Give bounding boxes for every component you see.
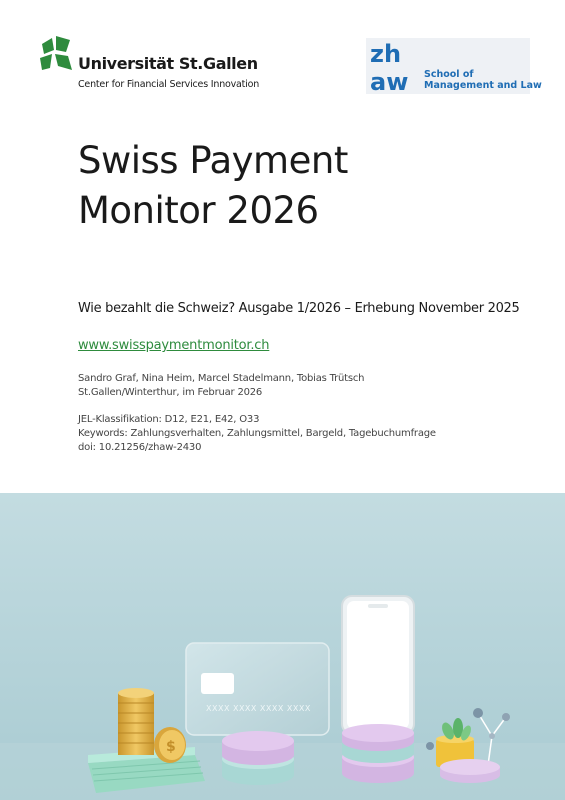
place-date: St.Gallen/Winterthur, im Februar 2026 (78, 387, 263, 398)
card-chip (201, 673, 234, 694)
report-title-line-2: Monitor 2026 (78, 189, 319, 232)
pink-puck (440, 759, 500, 783)
hsg-logo (38, 36, 278, 96)
card-number: XXXX XXXX XXXX XXXX (206, 704, 311, 713)
jel-classification: JEL-Klassifikation: D12, E21, E42, O33 (78, 414, 260, 425)
report-title-line-1: Swiss Payment (78, 139, 348, 182)
ring-stack-right (342, 724, 414, 783)
report-subtitle: Wie bezahlt die Schweiz? Ausgabe 1/2026 – Erhebung November 2025 (78, 301, 520, 316)
hsg-name: Universität St.Gallen (78, 54, 258, 73)
zhaw-wordmark (368, 38, 424, 94)
svg-text:$: $ (166, 739, 176, 755)
dollar-coin-icon (154, 727, 186, 763)
zhaw-bottom-letters: aw (370, 68, 409, 94)
authors: Sandro Graf, Nina Heim, Marcel Stadelmann, Tobias Trütsch (78, 373, 365, 384)
coin-stack (118, 688, 154, 755)
doi: doi: 10.21256/zhaw-2430 (78, 442, 202, 453)
cover-illustration (0, 493, 565, 800)
hsg-leaf-icon (38, 36, 74, 72)
website-link[interactable]: www.swisspaymentmonitor.ch (78, 338, 270, 353)
ring-stack-left (222, 731, 294, 785)
smartphone (342, 596, 414, 734)
zhaw-logo (366, 38, 542, 94)
report-title (78, 136, 348, 236)
hsg-subtitle: Center for Financial Services Innovation (78, 79, 260, 90)
keywords: Keywords: Zahlungsverhalten, Zahlungsmittel, Bargeld, Tagebuchumfrage (78, 428, 436, 439)
zhaw-school-name (424, 70, 542, 91)
zhaw-line-2: Management and Law (424, 79, 542, 91)
zhaw-line-1: School of (424, 69, 474, 80)
credit-card (186, 643, 329, 735)
zhaw-top-letters: zh (370, 40, 402, 68)
